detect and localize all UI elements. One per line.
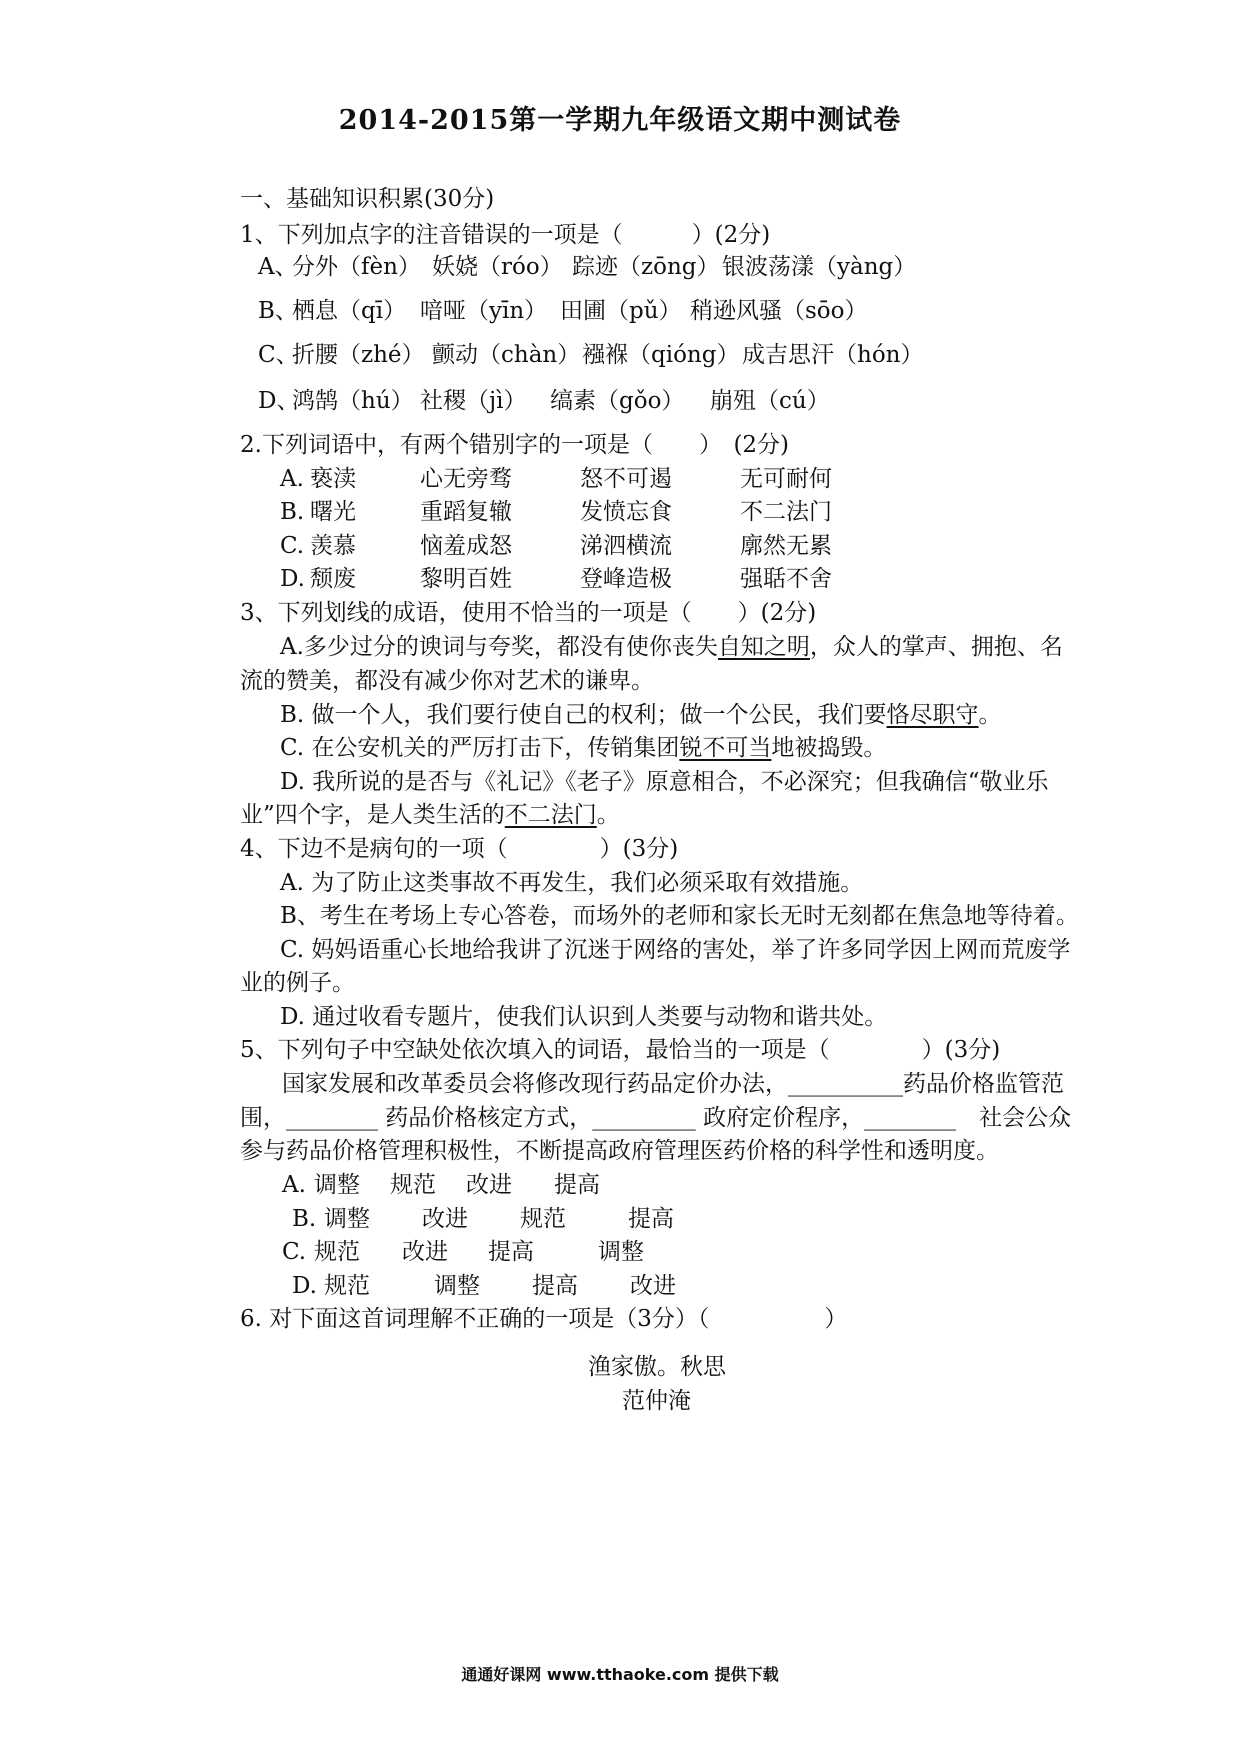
option-item: 喑哑（yīn） — [420, 298, 548, 324]
option-item: 调整 — [324, 1206, 370, 1232]
option-item: 提高 — [554, 1172, 600, 1198]
text: B. 做一个人，我们要行使自己的权利；做一个公民，我们要 — [280, 702, 887, 728]
option-item: 规范 — [390, 1172, 436, 1198]
option-item: 规范 — [520, 1206, 566, 1232]
option-item: 踪迹（zōng） — [572, 254, 720, 280]
text: 。 — [596, 802, 620, 828]
option-item: 崩殂（cú） — [710, 388, 830, 414]
q3-option-d-line1: D. 我所说的是否与《礼记》《老子》原意相合，不必深究；但我确信“敬业乐 — [280, 769, 1049, 795]
q2-option-b — [280, 497, 832, 527]
option-item: 发愤忘食 — [580, 499, 672, 525]
underlined-idiom: 锐不可当 — [679, 735, 772, 761]
q1-option-c — [258, 340, 923, 370]
option-item: 颤动（chàn） — [432, 342, 581, 368]
poem-title: 渔家傲。秋思 — [588, 1354, 726, 1380]
q3-option-a-line2: 流的赞美，都没有减少你对艺术的谦卑。 — [240, 668, 654, 694]
option-item: 改进 — [466, 1172, 512, 1198]
q5-stem: 5、下列句子中空缺处依次填入的词语，最恰当的一项是（ ）(3分) — [240, 1037, 1001, 1063]
option-item: 提高 — [488, 1239, 534, 1265]
option-item: 不二法门 — [740, 499, 832, 525]
text: A.多少过分的谀词与夸奖，都没有使你丧失 — [280, 634, 718, 660]
q2-option-a — [280, 464, 832, 494]
q4-option-c-line2: 业的例子。 — [240, 970, 355, 996]
option-item: 无可耐何 — [740, 466, 832, 492]
option-label: D. — [292, 1273, 317, 1299]
q1-option-d — [258, 386, 830, 416]
option-item: 田圃（pǔ） — [560, 298, 682, 324]
q4-option-d: D. 通过收看专题片，使我们认识到人类要与动物和谐共处。 — [280, 1004, 888, 1030]
option-item: 恼羞成怒 — [420, 533, 512, 559]
option-item: 鸿鹄（hú） — [292, 388, 414, 414]
q3-stem: 3、下列划线的成语，使用不恰当的一项是（ ）(2分) — [240, 600, 817, 626]
option-item: 成吉思汗（hón） — [742, 342, 924, 368]
footer-credit: 通通好课网 www.tthaoke.com 提供下载 — [461, 1665, 779, 1684]
option-label: B. — [292, 1206, 317, 1232]
option-item: 羡慕 — [310, 533, 356, 559]
option-item: 襁褓（qióng） — [582, 342, 740, 368]
option-label: C、 — [258, 342, 299, 368]
q5-option-c — [282, 1237, 644, 1267]
q3-option-c — [280, 733, 886, 763]
q4-option-a: A. 为了防止这类事故不再发生，我们必须采取有效措施。 — [280, 870, 864, 896]
q3-option-a-line1 — [280, 632, 1063, 662]
option-label: A. — [280, 466, 304, 492]
underlined-idiom: 恪尽职守 — [886, 702, 979, 728]
q4-stem: 4、下边不是病句的一项（ ）(3分) — [240, 836, 679, 862]
poem-author: 范仲淹 — [622, 1388, 691, 1414]
option-item: 怒不可遏 — [580, 466, 672, 492]
option-item: 登峰造极 — [580, 566, 672, 592]
underlined-idiom: 自知之明 — [717, 634, 810, 660]
option-item: 规范 — [324, 1273, 370, 1299]
option-item: 廓然无累 — [740, 533, 832, 559]
text: C. 在公安机关的严厉打击下，传销集团 — [280, 735, 680, 761]
option-item: 栖息（qī） — [292, 298, 407, 324]
option-item: 社稷（jì） — [420, 388, 527, 414]
q2-option-c — [280, 531, 832, 561]
option-item: 缟素（gǒo） — [550, 388, 685, 414]
option-label: B、 — [258, 298, 298, 324]
option-item: 强聒不舍 — [740, 566, 832, 592]
option-item: 银波荡漾（yàng） — [722, 254, 917, 280]
q2-stem: 2.下列词语中，有两个错别字的一项是（ ） (2分) — [240, 432, 790, 458]
option-item: 改进 — [402, 1239, 448, 1265]
q6-stem: 6. 对下面这首词理解不正确的一项是（3分）（ ） — [240, 1306, 848, 1332]
option-label: B. — [280, 499, 305, 525]
text: 。 — [978, 702, 1002, 728]
option-item: 调整 — [434, 1273, 480, 1299]
q5-option-a — [282, 1170, 600, 1200]
q2-option-d — [280, 564, 832, 594]
q5-passage-line1: 国家发展和改革委员会将修改现行药品定价办法，__________药品价格监管范 — [282, 1071, 1064, 1097]
q5-option-b — [292, 1204, 674, 1234]
section-heading: 一、基础知识积累(30分) — [240, 186, 495, 212]
option-label: D. — [280, 566, 305, 592]
option-item: 妖娆（róo） — [432, 254, 563, 280]
option-item: 涕泗横流 — [580, 533, 672, 559]
q4-option-c-line1: C. 妈妈语重心长地给我讲了沉迷于网络的害处，举了许多同学因上网而荒废学 — [280, 937, 1071, 963]
q3-option-b — [280, 700, 1002, 730]
text: 业”四个字，是人类生活的 — [240, 802, 505, 828]
option-label: C. — [282, 1239, 307, 1265]
option-item: 规范 — [314, 1239, 360, 1265]
option-item: 稍逊风骚（sōo） — [690, 298, 868, 324]
option-item: 改进 — [630, 1273, 676, 1299]
option-item: 颓废 — [310, 566, 356, 592]
option-label: A、 — [258, 254, 298, 280]
option-item: 调整 — [598, 1239, 644, 1265]
text: 地被捣毁。 — [771, 735, 887, 761]
q3-option-d-line2 — [240, 800, 620, 830]
q5-passage-line2: 围，________ 药品价格核定方式，_________ 政府定价程序，________ 社会公众 — [240, 1105, 1072, 1131]
option-item: 重蹈复辙 — [420, 499, 512, 525]
exam-title: 2014-2015第一学期九年级语文期中测试卷 — [338, 105, 902, 136]
option-item: 改进 — [422, 1206, 468, 1232]
text: ，众人的掌声、拥抱、名 — [809, 634, 1063, 660]
q4-option-b: B、考生在考场上专心答卷，而场外的老师和家长无时无刻都在焦急地等待着。 — [280, 903, 1079, 929]
option-item: 调整 — [314, 1172, 360, 1198]
q5-option-d — [292, 1271, 676, 1301]
q1-option-a — [258, 252, 916, 282]
option-label: C. — [280, 533, 305, 559]
option-item: 黎明百姓 — [420, 566, 512, 592]
option-item: 分外（fèn） — [292, 254, 421, 280]
q5-passage-line3: 参与药品价格管理积极性，不断提高政府管理医药价格的科学性和透明度。 — [240, 1138, 999, 1164]
underlined-idiom: 不二法门 — [504, 802, 597, 828]
option-item: 提高 — [628, 1206, 674, 1232]
option-label: A. — [282, 1172, 306, 1198]
option-label: D、 — [258, 388, 300, 414]
option-item: 心无旁骛 — [420, 466, 512, 492]
option-item: 折腰（zhé） — [292, 342, 425, 368]
option-item: 亵渎 — [310, 466, 356, 492]
q1-stem: 1、下列加点字的注音错误的一项是（ ）(2分) — [240, 222, 771, 248]
option-item: 曙光 — [310, 499, 356, 525]
q1-option-b — [258, 296, 868, 326]
option-item: 提高 — [532, 1273, 578, 1299]
